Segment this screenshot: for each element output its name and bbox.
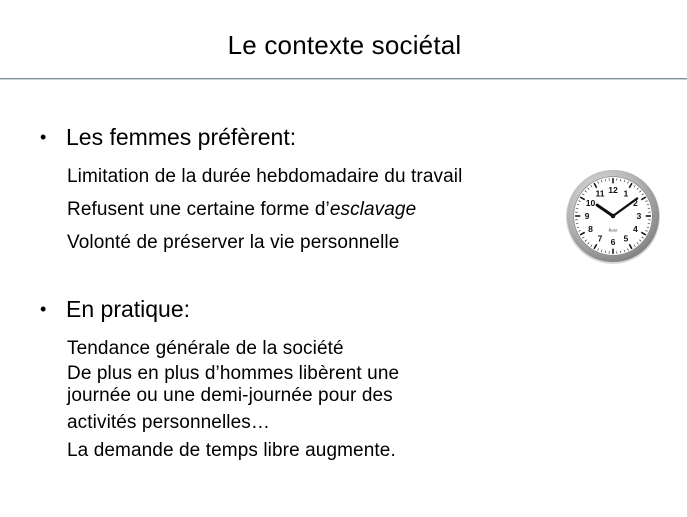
bullet-line: activités personnelles… xyxy=(67,412,270,433)
clock-numeral: 12 xyxy=(608,185,618,196)
bullet-line: Tendance générale de la société xyxy=(67,338,344,359)
emphasis-text: esclavage xyxy=(329,199,417,220)
clock-numeral: 10 xyxy=(585,198,596,209)
line-text: Refusent une certaine forme d’ xyxy=(67,199,330,220)
bullet-line: La demande de temps libre augmente. xyxy=(67,440,396,461)
bullet-dot: • xyxy=(40,127,47,147)
bullet-heading: Les femmes préfèrent: xyxy=(66,124,297,150)
bullet-pratique xyxy=(40,296,190,323)
clock-brand: Bodet xyxy=(608,228,618,233)
clock-numeral: 2 xyxy=(633,198,638,209)
clock-numeral: 4 xyxy=(633,224,638,235)
clock-numeral: 3 xyxy=(636,211,642,222)
bullet-line: journée ou une demi-journée pour des xyxy=(67,385,393,406)
clock-numeral: 6 xyxy=(610,236,616,247)
clock-icon xyxy=(565,168,661,264)
clock-numeral: 7 xyxy=(597,233,603,244)
bullet-line: Volonté de préserver la vie personnelle xyxy=(67,232,400,253)
clock-numeral: 11 xyxy=(595,188,605,199)
bullet-line xyxy=(67,199,416,221)
clock-numeral: 5 xyxy=(623,233,629,244)
clock-numeral: 9 xyxy=(584,211,590,222)
bullet-line: Limitation de la durée hebdomadaire du travail xyxy=(67,166,463,187)
title-divider xyxy=(0,78,689,80)
bullet-dot: • xyxy=(40,299,47,319)
clock-center xyxy=(611,214,616,219)
bullet-heading: En pratique: xyxy=(66,296,191,322)
bullet-femmes xyxy=(40,124,296,151)
bullet-line: De plus en plus d’hommes libèrent une xyxy=(67,363,400,384)
slide-title: Le contexte sociétal xyxy=(227,30,462,60)
clock-numeral: 8 xyxy=(588,224,593,235)
clock-numeral: 1 xyxy=(623,188,629,199)
